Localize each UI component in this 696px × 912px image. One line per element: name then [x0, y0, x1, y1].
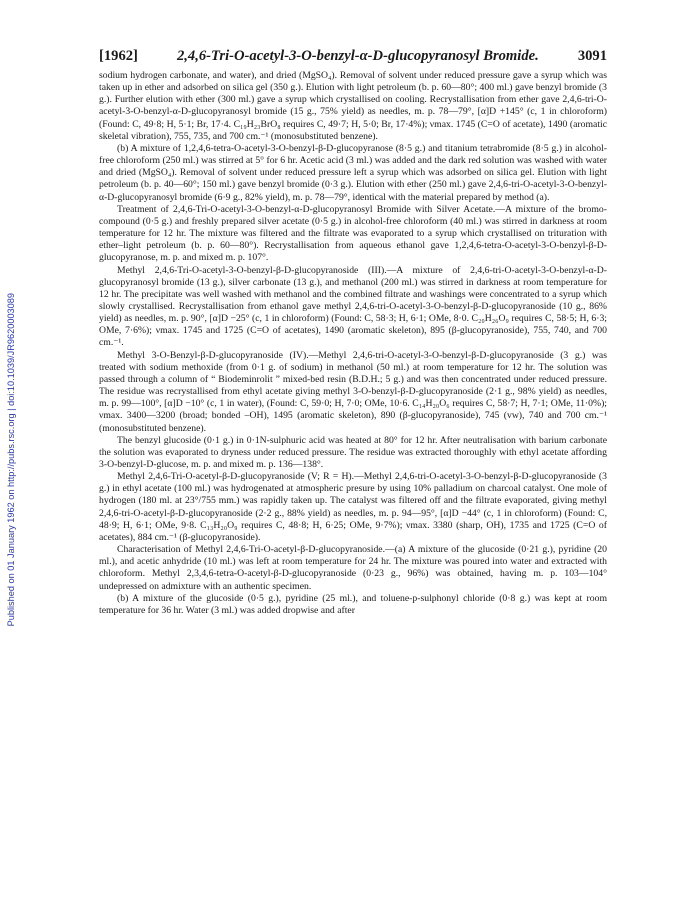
- paragraph: (b) A mixture of 1,2,4,6-tetra-O-acetyl-3-O-benzyl-β-D-glucopyranose (8·5 g.) and titanium tetrabromide (8·5 g.) in alcohol-free chloroform (250 ml.) was stirred at 5° for 6 hr. Acetic acid (3 ml.) was added and the dark red solution was washed with water and dried (MgSO₄). Removal of solvent under reduced pressure left a syrup which was adsorbed on silica gel. Elution with light petroleum (b. p. 40—60°; 150 ml.) gave benzyl bromide (0·3 g.). Elution with ether (250 ml.) gave 2,4,6-tri-O-acetyl-3-O-benzyl-α-D-glucopyranosyl bromide (6·9 g., 82% yield), m. p. 78—79°, identical with the material prepared by method (a).: [99, 142, 607, 203]
- paragraph: Characterisation of Methyl 2,4,6-Tri-O-acetyl-β-D-glucopyranoside.—(a) A mixture of the glucoside (0·21 g.), pyridine (20 ml.), and acetic anhydride (10 ml.) was left at room temperature for 24 hr. The mixture was poured into water and extracted with chloroform. Methyl 2,3,4,6-tetra-O-acetyl-β-D-glucopyranoside (0·23 g., 96%) was obtained, having m. p. 103—104° undepressed on admixture with an authentic specimen.: [99, 544, 607, 592]
- page: [99, 48, 607, 617]
- article-body: [99, 70, 607, 617]
- paragraph: (b) A mixture of the glucoside (0·5 g.), pyridine (25 ml.), and toluene-p-sulphonyl chloride (0·8 g.) was kept at room temperature for 36 hr. Water (3 ml.) was added dropwise and after: [99, 592, 607, 616]
- header-page-number: 3091: [577, 48, 607, 64]
- paragraph: The benzyl glucoside (0·1 g.) in 0·1N-sulphuric acid was heated at 80° for 12 hr. After neutralisation with barium carbonate the solution was evaporated to dryness under reduced pressure. The residue was extracted thoroughly with ethyl acetate affording 3-O-benzyl-D-glucose, m. p. and mixed m. p. 136—138°.: [99, 434, 607, 470]
- running-header: [99, 48, 607, 65]
- paragraph: sodium hydrogen carbonate, and water), and dried (MgSO₄). Removal of solvent under reduced pressure gave a syrup which was taken up in ether and adsorbed on silica gel (350 g.). Elution with light petroleum (b. p. 60—80°; 400 ml.) gave benzyl bromide (3 g.). Further elution with ether (300 ml.) gave a syrup which crystallised on cooling. Recrystallisation from ether gave 2,4,6-tri-O-acetyl-3-O-benzyl-α-D-glucopyranosyl bromide (15 g., 75% yield) as needles, m. p. 78—79°, [α]D +145° (c, 1 in chloroform) (Found: C, 49·8; H, 5·1; Br, 17·4. C₁₉H₂₃BrO₈ requires C, 49·7; H, 5·0; Br, 17·4%); νmax. 1745 (C=O of acetate), 1490 (aromatic skeletal vibration), 755, 735, and 700 cm.⁻¹ (monosubstituted benzene).: [99, 70, 607, 142]
- paragraph: Methyl 2,4,6-Tri-O-acetyl-β-D-glucopyranoside (V; R = H).—Methyl 2,4,6-tri-O-acetyl-3-O-benzyl-β-D-glucopyranoside (3 g.) in ethyl acetate (100 ml.) was hydrogenated at atmospheric presure by using 10% palladium on charcoal catalyst. One mole of hydrogen (180 ml. at 23°/755 mm.) was rapidly taken up. The catalyst was filtered off and the filtrate evaporated, giving methyl 2,4,6-tri-O-acetyl-β-D-glucopyranoside (2·2 g., 88% yield) as needles, m. p. 94—95°, [α]D −44° (c, 1 in chloroform) (Found: C, 48·9; H, 6·1; OMe, 9·8. C₁₃H₂₀O₉ requires C, 48·8; H, 6·25; OMe, 9·7%); νmax. 3380 (sharp, OH), 1735 and 1725 (C=O of acetates), 884 cm.⁻¹ (β-glucopyranoside).: [99, 471, 607, 543]
- header-year: [1962]: [99, 48, 138, 64]
- publication-sidebar: [0, 40, 22, 880]
- paragraph: Methyl 3-O-Benzyl-β-D-glucopyranoside (IV).—Methyl 2,4,6-tri-O-acetyl-3-O-benzyl-β-D-glucopyranoside (3 g.) was treated with sodium methoxide (from 0·1 g. of sodium) in methanol (50 ml.) at room temperature for 12 hr. The solution was passed through a column of “ Biodeminrolit ” mixed-bed resin (B.D.H.; 5 g.) and was then concentrated under reduced pressure. The residue was recrystallised from ethyl acetate giving methyl 3-O-benzyl-β-D-glucopyranoside (2·1 g., 98% yield) as needles, m. p. 99—100°, [α]D −10° (c, 1 in water), (Found: C, 59·0; H, 7·0; OMe, 10·6. C₁₄H₂₀O₆ requires C, 58·7; H, 7·1; OMe, 11·0%); νmax. 3400—3200 (broad; bonded –OH), 1495 (aromatic skeleton), 890 (β-glucopyranoside), 745 (vw), 740 and 700 cm.⁻¹ (monosubstituted benzene).: [99, 349, 607, 434]
- paragraph: Methyl 2,4,6-Tri-O-acetyl-3-O-benzyl-β-D-glucopyranoside (III).—A mixture of 2,4,6-tri-O-acetyl-3-O-benzyl-α-D-glucopyranosyl bromide (13 g.), silver carbonate (13 g.), and methanol (200 ml.) was stirred in darkness at room temperature for 12 hr. The precipitate was well washed with methanol and the combined filtrate and washings were concentrated to a syrup which slowly crystallised. Recrystallisation from ethanol gave methyl 2,4,6-tri-O-acetyl-3-O-benzyl-β-D-glucopyranoside (10 g., 86% yield) as needles, m. p. 90°, [α]D −25° (c, 1 in chloroform) (Found: C, 58·3; H, 6·1; OMe, 8·0. C₂₀H₂₆O₉ requires C, 58·5; H, 6·3; OMe, 7·6%); νmax. 1745 and 1725 (C=O of acetates), 1490 (aromatic skeleton), 895 (β-glucopyranoside), 755, 740, and 700 cm.⁻¹.: [99, 264, 607, 349]
- paragraph: Treatment of 2,4,6-Tri-O-acetyl-3-O-benzyl-α-D-glucopyranosyl Bromide with Silver Acetate.—A mixture of the bromo-compound (0·5 g.) and freshly prepared silver acetate (0·5 g.) in alcohol-free chloroform (40 ml.) was stirred in darkness at room temperature for 12 hr. The mixture was filtered and the filtrate was evaporated to a syrup which crystallised on trituration with ether–light petroleum (b. p. 60—80°). Recrystallisation from aqueous ethanol gave 1,2,4,6-tetra-O-acetyl-3-O-benzyl-β-D-glucopyranose, m. p. and mixed m. p. 107°.: [99, 203, 607, 264]
- publication-note: Published on 01 January 1962 on http://pubs.rsc.org | doi:10.1039/JR9620003089: [6, 293, 16, 627]
- header-title: 2,4,6-Tri-O-acetyl-3-O-benzyl-α-D-glucopyranosyl Bromide.: [176, 48, 539, 64]
